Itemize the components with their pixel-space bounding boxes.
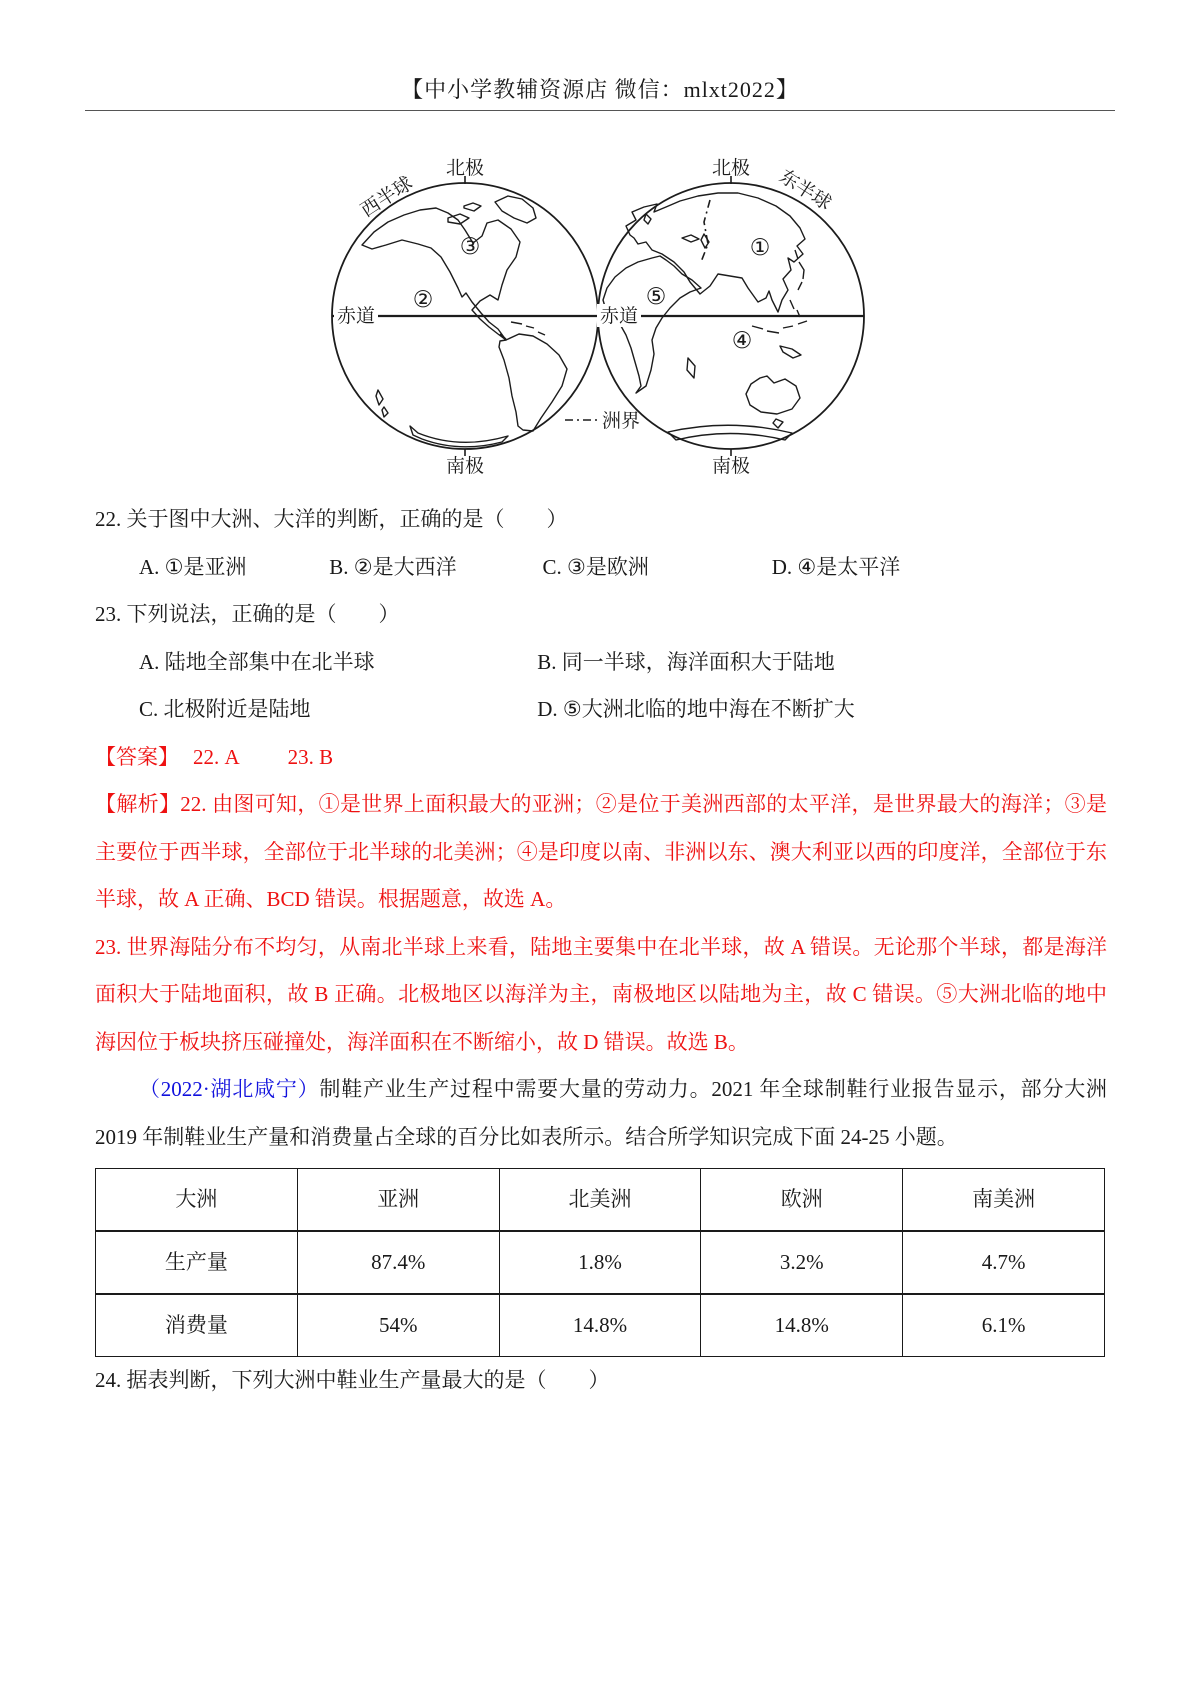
black-caspian-seas xyxy=(682,234,709,248)
question-24-stem: 24. 据表判断，下列大洲中鞋业生产量最大的是（ ） xyxy=(95,1368,610,1392)
table-header-south-america: 南美洲 xyxy=(903,1169,1105,1232)
marker-5-africa: ⑤ xyxy=(645,284,667,310)
option-23-c: C. 北极附近是陆地 xyxy=(139,697,311,721)
south-pole-label-east: 南极 xyxy=(711,456,751,477)
consumption-north-america: 14.8% xyxy=(499,1294,701,1357)
table-row-consumption xyxy=(96,1294,1105,1357)
table-header-continent: 大洲 xyxy=(96,1169,298,1232)
consumption-europe: 14.8% xyxy=(701,1294,903,1357)
table-row-production xyxy=(96,1231,1105,1294)
ural-boundary-line xyxy=(701,200,710,262)
material-intro xyxy=(95,1066,1107,1161)
option-22-c: C. ③是欧洲 xyxy=(542,554,649,579)
answer-label: 【答案】 xyxy=(95,744,179,769)
marker-2-pacific: ② xyxy=(412,287,434,313)
analysis-paragraph-23: 23. 世界海陆分布不均匀，从南北半球上来看，陆地主要集中在北半球，故 A 错误。无论那个半球，都是海洋面积大于陆地面积，故 B 正确。北极地区以海洋为主，南极地区以陆地为主，故 C 错误。⑤大洲北临的地中海因位于板块挤压碰撞处，海洋面积在不断缩小，故 D 错误。故选 B。 xyxy=(95,934,1107,1054)
production-asia: 87.4% xyxy=(297,1231,499,1294)
south-pole-label-west: 南极 xyxy=(445,456,485,477)
britain-island xyxy=(644,214,651,224)
answer-line xyxy=(95,734,1107,782)
north-pole-label-east: 北极 xyxy=(711,158,751,179)
south-america-outline xyxy=(499,334,567,431)
answer-q23: 23. B xyxy=(287,744,334,769)
production-table xyxy=(95,1168,1105,1357)
equator-label-west: 赤道 xyxy=(336,306,376,327)
row-label-production: 生产量 xyxy=(96,1231,298,1294)
marker-4-indian-ocean: ④ xyxy=(731,328,753,354)
table-header-row xyxy=(96,1169,1105,1232)
production-north-america: 1.8% xyxy=(499,1231,701,1294)
madagascar-island xyxy=(687,358,695,378)
row-label-consumption: 消费量 xyxy=(96,1294,298,1357)
page-header xyxy=(85,0,1115,111)
option-22-d: D. ④是太平洋 xyxy=(771,554,901,579)
tasmania-island xyxy=(773,419,783,428)
table-header-europe: 欧洲 xyxy=(701,1169,903,1232)
north-pole-label-west: 北极 xyxy=(445,158,485,179)
production-south-america: 4.7% xyxy=(903,1231,1105,1294)
question-23-options-row1 xyxy=(139,639,1107,687)
world-map-figure xyxy=(290,150,910,480)
question-22-stem: 22. 关于图中大洲、大洋的判断，正确的是（ ） xyxy=(95,507,568,531)
option-23-d: D. ⑤大洲北临的地中海在不断扩大 xyxy=(537,697,855,721)
new-zealand-islands xyxy=(376,390,388,417)
west-hemisphere-label: 西半球 xyxy=(357,173,417,222)
table-header-asia: 亚洲 xyxy=(297,1169,499,1232)
japan-islands xyxy=(795,250,804,290)
header-title: 【中小学教辅资源店 微信：mlxt2022】 xyxy=(401,77,799,102)
option-23-a: A. 陆地全部集中在北半球 xyxy=(139,649,375,674)
antarctica-east-outline xyxy=(668,425,792,440)
option-23-b: B. 同一半球，海洋面积大于陆地 xyxy=(537,649,835,674)
new-guinea-island xyxy=(780,346,801,358)
analysis-paragraph-22: 【解析】22. 由图可知，①是世界上面积最大的亚洲；②是位于美洲西部的太平洋，是世界最大的海洋；③是主要位于西半球，全部位于北半球的北美洲；④是印度以南、非洲以东、澳大利亚以西的印度洋，全部位于东半球，故 A 正确、BCD 错误。根据题意，故选 A。 xyxy=(95,792,1107,911)
content-body xyxy=(95,496,1107,1405)
antarctica-west-outline xyxy=(410,426,508,447)
continent-boundary-legend-label: 洲界 xyxy=(602,411,641,432)
material-text: 制鞋产业生产过程中需要大量的劳动力。2021 年全球制鞋行业报告显示，部分大洲 2019 年制鞋业生产量和消费量占全球的百分比如表所示。结合所学知识完成下面 24-25 小题。 xyxy=(95,1077,1107,1149)
source-tag: （2022·湖北咸宁） xyxy=(139,1077,320,1101)
equator-label-east: 赤道 xyxy=(599,306,639,327)
arctic-islands xyxy=(448,203,481,224)
production-europe: 3.2% xyxy=(701,1231,903,1294)
question-23-stem: 23. 下列说法，正确的是（ ） xyxy=(95,602,400,626)
north-america-outline xyxy=(362,208,520,340)
question-23-options-row2 xyxy=(139,686,1107,734)
consumption-asia: 54% xyxy=(297,1294,499,1357)
option-22-b: B. ②是大西洋 xyxy=(329,554,457,579)
australia-outline xyxy=(746,376,800,414)
question-22-options xyxy=(139,544,1107,592)
option-22-a: A. ①是亚洲 xyxy=(139,554,247,579)
marker-1-asia: ① xyxy=(749,235,771,261)
marker-3-north-america: ③ xyxy=(459,234,481,260)
east-hemisphere-label: 东半球 xyxy=(775,166,835,215)
consumption-south-america: 6.1% xyxy=(903,1294,1105,1357)
answer-q22: 22. A xyxy=(193,744,240,769)
table-header-north-america: 北美洲 xyxy=(499,1169,701,1232)
caribbean-islands xyxy=(511,322,545,335)
